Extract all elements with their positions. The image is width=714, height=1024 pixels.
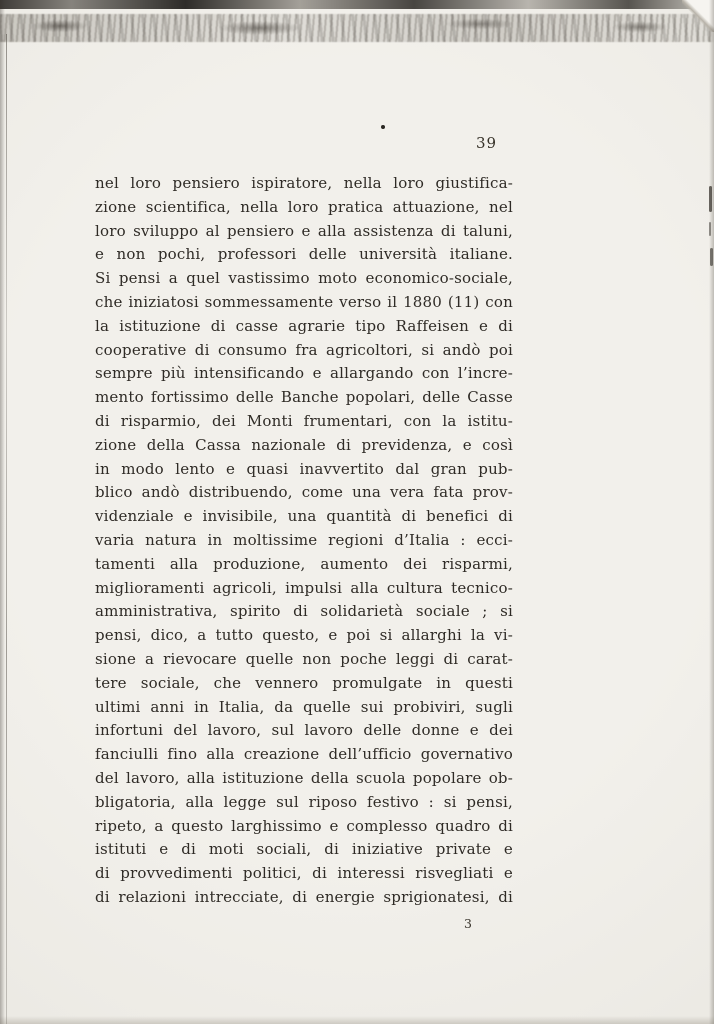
text-line: fanciulli fino alla creazione dell’ufficio governativo xyxy=(95,745,513,764)
text-line: loro sviluppo al pensiero e alla assistenza di taluni, xyxy=(95,221,513,240)
text-line: tamenti alla produzione, aumento dei risparmi, xyxy=(95,554,513,573)
scan-mark xyxy=(710,248,713,266)
text-line: istituti e di moti sociali, di iniziative private e xyxy=(95,840,513,859)
text-line: ultimi anni in Italia, da quelle sui probiviri, sugli xyxy=(95,697,513,716)
body-text xyxy=(95,172,513,910)
scan-mark xyxy=(709,222,711,236)
scan-bottom-edge-shadow xyxy=(0,1016,714,1024)
text-line: infortuni del lavoro, sul lavoro delle donne e dei xyxy=(95,721,513,740)
scan-torn-paper-texture xyxy=(0,14,714,42)
text-line: mento fortissimo delle Banche popolari, delle Casse xyxy=(95,388,513,407)
scan-mark xyxy=(709,186,712,212)
text-line: zione della Cassa nazionale di previdenza, e così xyxy=(95,435,513,454)
text-line: bligatoria, alla legge sul riposo festivo : si pensi, xyxy=(95,792,513,811)
text-line: sempre più intensificando e allargando con l’incre- xyxy=(95,364,513,383)
signature-mark: 3 xyxy=(464,916,472,931)
text-line: di risparmio, dei Monti frumentari, con la istitu- xyxy=(95,411,513,430)
text-line: di provvedimenti politici, di interessi risvegliati e xyxy=(95,864,513,883)
text-line: che iniziatosi sommessamente verso il 1880 (11) con xyxy=(95,292,513,311)
text-line: pensi, dico, a tutto questo, e poi si allarghi la vi- xyxy=(95,626,513,645)
page-number: 39 xyxy=(476,134,498,152)
text-line: la istituzione di casse agrarie tipo Raffeisen e di xyxy=(95,316,513,335)
text-line: sione a rievocare quelle non poche leggi di carat- xyxy=(95,649,513,668)
text-line: e non pochi, professori delle università italiane. xyxy=(95,245,513,264)
text-line: ripeto, a questo larghissimo e complesso quadro di xyxy=(95,816,513,835)
text-line: zione scientifica, nella loro pratica attuazione, nel xyxy=(95,197,513,216)
ink-speck xyxy=(381,125,385,129)
text-line: del lavoro, alla istituzione della scuola popolare ob- xyxy=(95,768,513,787)
text-line: varia natura in moltissime regioni d’Italia : ecci- xyxy=(95,530,513,549)
text-line: in modo lento e quasi inavvertito dal gran pub- xyxy=(95,459,513,478)
text-line: Si pensi a quel vastissimo moto economico-sociale, xyxy=(95,269,513,288)
text-line: tere sociale, che vennero promulgate in questi xyxy=(95,673,513,692)
text-line: cooperative di consumo fra agricoltori, si andò poi xyxy=(95,340,513,359)
scan-left-edge-shadow xyxy=(0,0,5,1024)
text-line: amministrativa, spirito di solidarietà sociale ; si xyxy=(95,602,513,621)
scan-top-edge xyxy=(0,0,714,9)
scan-left-crease-line xyxy=(6,34,7,1024)
text-line: videnziale e invisibile, una quantità di benefici di xyxy=(95,507,513,526)
scan-right-edge-shadow xyxy=(709,0,714,1024)
text-line: miglioramenti agricoli, impulsi alla cultura tecnico- xyxy=(95,578,513,597)
text-line: blico andò distribuendo, come una vera fata prov- xyxy=(95,483,513,502)
text-line: nel loro pensiero ispiratore, nella loro giustifica- xyxy=(95,174,513,192)
text-line: di relazioni intrecciate, di energie sprigionatesi, di xyxy=(95,887,513,906)
